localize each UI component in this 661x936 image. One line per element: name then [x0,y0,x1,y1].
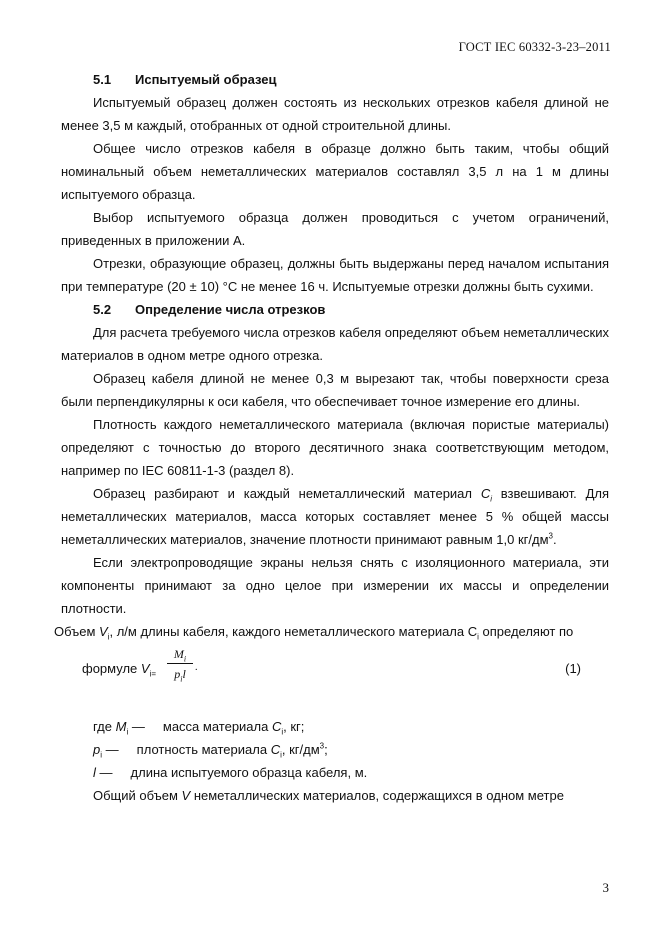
paragraph: Для расчета требуемого числа отрезков кабеля определяют объем неметаллических материалов в одном метре одного отрезка. [61,325,609,363]
paragraph: Плотность каждого неметаллического материала (включая пористые материалы) определяют с точностью до второго десятичного знака соответствующим методом, например по IEC 60811-1-3 (раздел 8). [61,417,609,478]
volume-sentence: Объем $V_i$, л/м длины кабеля, каждого неметаллического материала $C_i$ определяют по [54,624,574,642]
equation-number: (1) [565,661,581,676]
paragraph: Отрезки, образующие образец, должны быть выдержаны перед началом испытания при температуре (20 ± 10) °С не менее 16 ч. Испытуемые отрезки должны быть сухими. [61,256,609,294]
section-title: Испытуемый образец [135,72,277,87]
formula-label: формуле $V_{i=}$ [82,661,157,679]
variable-definitions [61,715,609,807]
section-5-1-heading [93,68,609,91]
definition-l: l — длина испытуемого образца кабеля, м. [93,765,368,780]
paragraph: Выбор испытуемого образца должен проводиться с учетом ограничений, приведенных в приложении А. [61,210,609,248]
paragraph: Образец кабеля длиной не менее 0,3 м вырезают так, чтобы поверхности среза были перпендикулярны к оси кабеля, что обеспечивает точное измерение его длины. [61,371,609,409]
formula-numerator: $M_i$ [167,647,193,664]
section-5-2-heading [93,298,609,321]
definition-p: $p_i$ — плотность материала $C_i$, $кг/дм^3$; [93,741,328,760]
paragraph: Общий объем V неметаллических материалов, содержащихся в одном метре [93,788,564,803]
page-number: 3 [602,880,609,895]
paragraph: Общее число отрезков кабеля в образце должно быть таким, чтобы общий номинальный объем неметаллических материалов составлял 3,5 л на 1 м длины испытуемого образца. [61,141,609,202]
definition-m: где $M_i$ — масса материала $C_i$, кг; [93,719,305,737]
paragraph: Образец разбирают и каждый неметаллический материал $C_i$ взвешивают. Для неметаллических материалов, масса которых составляет менее 5 % общей массы неметаллических материалов, значение плотности принимают равным 1,0 $кг/дм^3$. [61,486,610,547]
formula-fraction: $M_i$ $p_il$ . [167,647,193,681]
paragraph: Испытуемый образец должен состоять из нескольких отрезков кабеля длиной не менее 3,5 м каждый, отобранных от одной строительной длины. [61,95,609,133]
section-number: 5.1 [93,72,112,87]
paragraph: Если электропроводящие экраны нельзя снять с изоляционного материала, эти компоненты принимают за одно целое при измерении их массы и определении плотности. [61,555,609,616]
formula-1 [61,645,609,693]
section-number: 5.2 [93,302,112,317]
page-content [54,68,610,807]
formula-denominator: $p_il$ [174,667,186,684]
section-title: Определение числа отрезков [135,302,326,317]
standard-header: ГОСТ IEC 60332-3-23–2011 [458,40,611,54]
